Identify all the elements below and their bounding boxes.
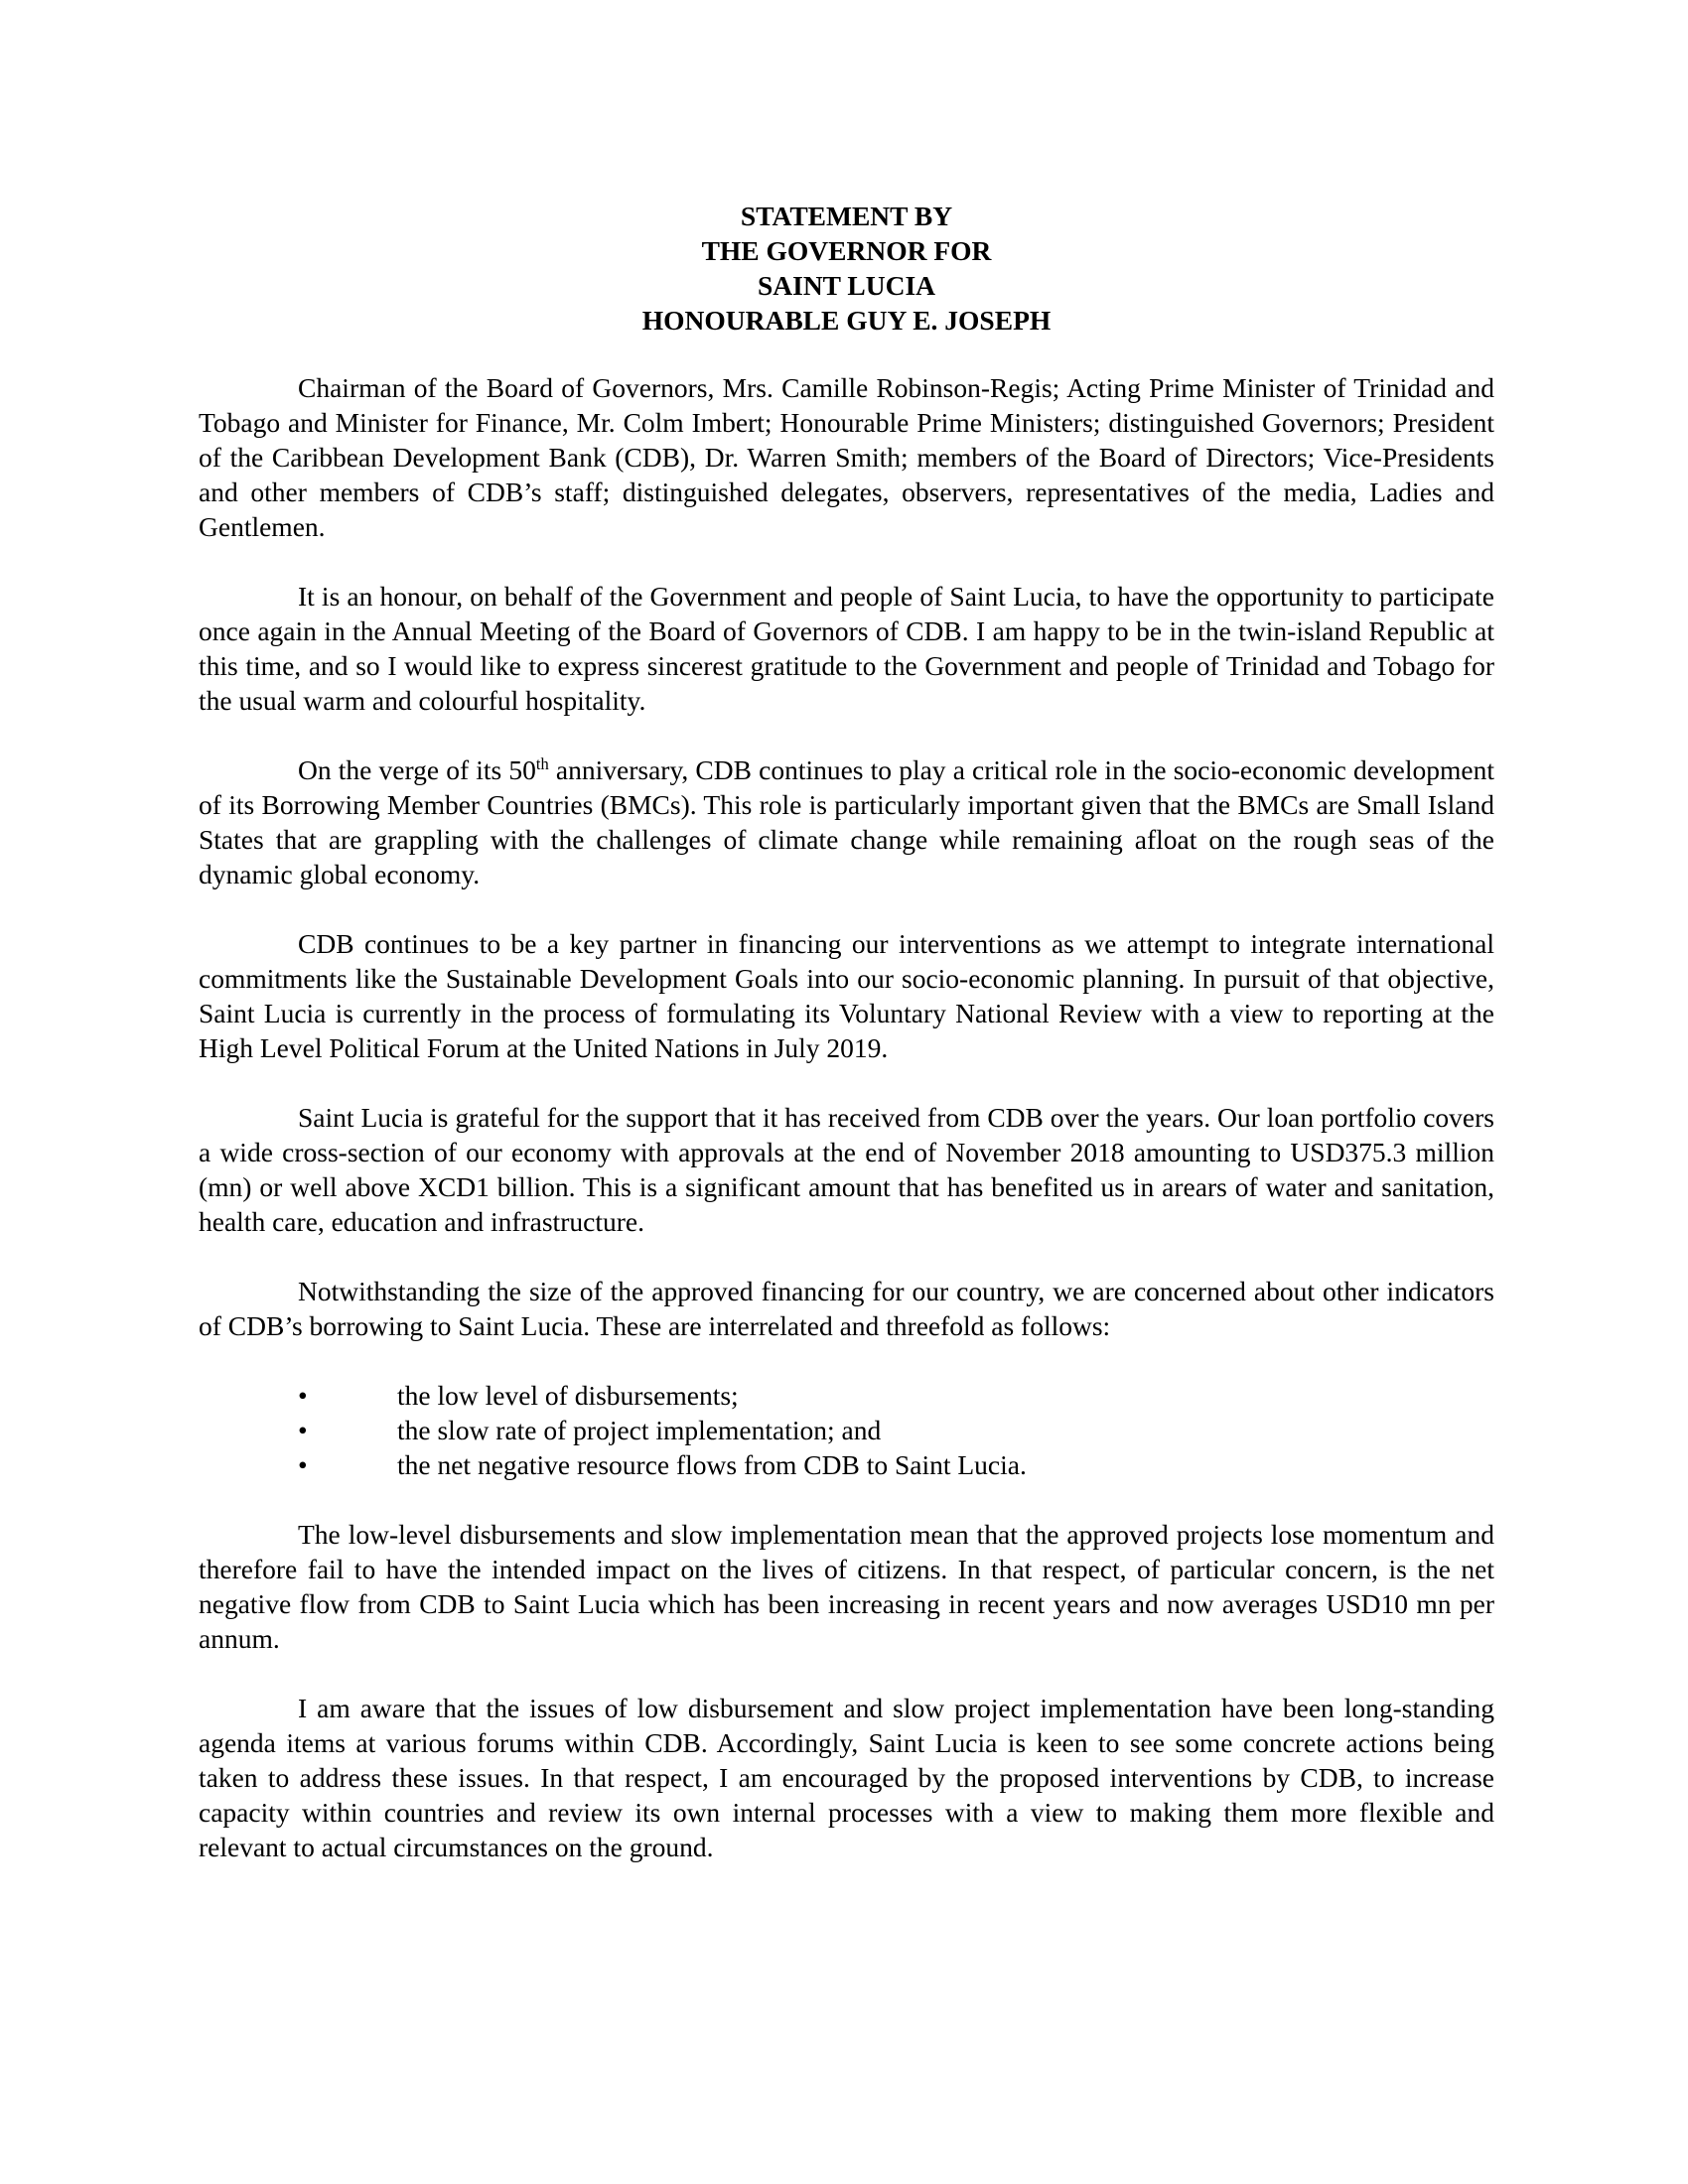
list-item [199, 1447, 1494, 1482]
list-item-text: the low level of disbursements; [397, 1380, 739, 1411]
bullet-icon: • [298, 1380, 308, 1411]
paragraph-honour: It is an honour, on behalf of the Government and people of Saint Lucia, to have the opportunity to participate once again in the Annual Meeting of the Board of Governors of CDB. I am happy to be in the twin-island Republic at this time, and so I would like to express sincerest gratitude to the Government and people of Trinidad and Tobago for the usual warm and colourful hospitality. [199, 581, 1494, 716]
bullet-icon: • [298, 1449, 308, 1480]
paragraph-salutation: Chairman of the Board of Governors, Mrs. Camille Robinson-Regis; Acting Prime Minister of Trinidad and Tobago and Minister for Finance, Mr. Colm Imbert; Honourable Prime Ministers; distinguished Governors; President of the Caribbean Development Bank (CDB), Dr. Warren Smith; members of the Board of Directors; Vice-Presidents and other members of CDB’s staff; distinguished delegates, observers, representatives of the media, Ladies and Gentlemen. [199, 372, 1494, 542]
paragraph-anniversary [199, 752, 1494, 891]
ordinal-superscript: th [535, 753, 549, 773]
anniversary-text-before: On the verge of its 50 [298, 754, 536, 785]
paragraph-momentum: The low-level disbursements and slow implementation mean that the approved projects lose momentum and therefore fail to have the intended impact on the lives of citizens. In that respect, of particular concern, is the net negative flow from CDB to Saint Lucia which has been increasing in recent years and now averages USD10 mn per annum. [199, 1519, 1494, 1654]
title-line-2: THE GOVERNOR FOR [701, 235, 992, 266]
list-item-text: the slow rate of project implementation; and [397, 1415, 882, 1445]
title-line-1: STATEMENT BY [740, 201, 953, 231]
concerns-list [199, 1378, 1494, 1482]
title-line-3: SAINT LUCIA [757, 270, 936, 301]
title-line-4: HONOURABLE GUY E. JOSEPH [641, 305, 1052, 336]
bullet-icon: • [298, 1415, 308, 1445]
list-item [199, 1378, 1494, 1413]
paragraph-concerns: Notwithstanding the size of the approved financing for our country, we are concerned about other indicators of CDB’s borrowing to Saint Lucia. These are interrelated and threefold as follows: [199, 1276, 1494, 1341]
statement-title [199, 199, 1494, 338]
anniversary-text-after: anniversary, CDB continues to play a critical role in the socio-economic development of its Borrowing Member Countries (BMCs). This role is particularly important given that the BMCs are Small Island States that are grappling with the challenges of climate change while remaining afloat on the rough seas of the dynamic global economy. [199, 754, 1495, 889]
paragraph-partner: CDB continues to be a key partner in financing our interventions as we attempt to integrate international commitments like the Sustainable Development Goals into our socio-economic planning. In pursuit of that objective, Saint Lucia is currently in the process of formulating its Voluntary National Review with a view to reporting at the High Level Political Forum at the United Nations in July 2019. [199, 928, 1494, 1063]
list-item-text: the net negative resource flows from CDB to Saint Lucia. [397, 1449, 1027, 1480]
list-item [199, 1413, 1494, 1447]
paragraph-support: Saint Lucia is grateful for the support that it has received from CDB over the years. Our loan portfolio covers a wide cross-section of our economy with approvals at the end of November 2018 amounting to USD375.3 million (mn) or well above XCD1 billion. This is a significant amount that has benefited us in arears of water and sanitation, health care, education and infrastructure. [199, 1102, 1494, 1237]
paragraph-actions: I am aware that the issues of low disbursement and slow project implementation have been long-standing agenda items at various forums within CDB. Accordingly, Saint Lucia is keen to see some concrete actions being taken to address these issues. In that respect, I am encouraged by the proposed interventions by CDB, to increase capacity within countries and review its own internal processes with a view to making them more flexible and relevant to actual circumstances on the ground. [199, 1693, 1494, 1862]
